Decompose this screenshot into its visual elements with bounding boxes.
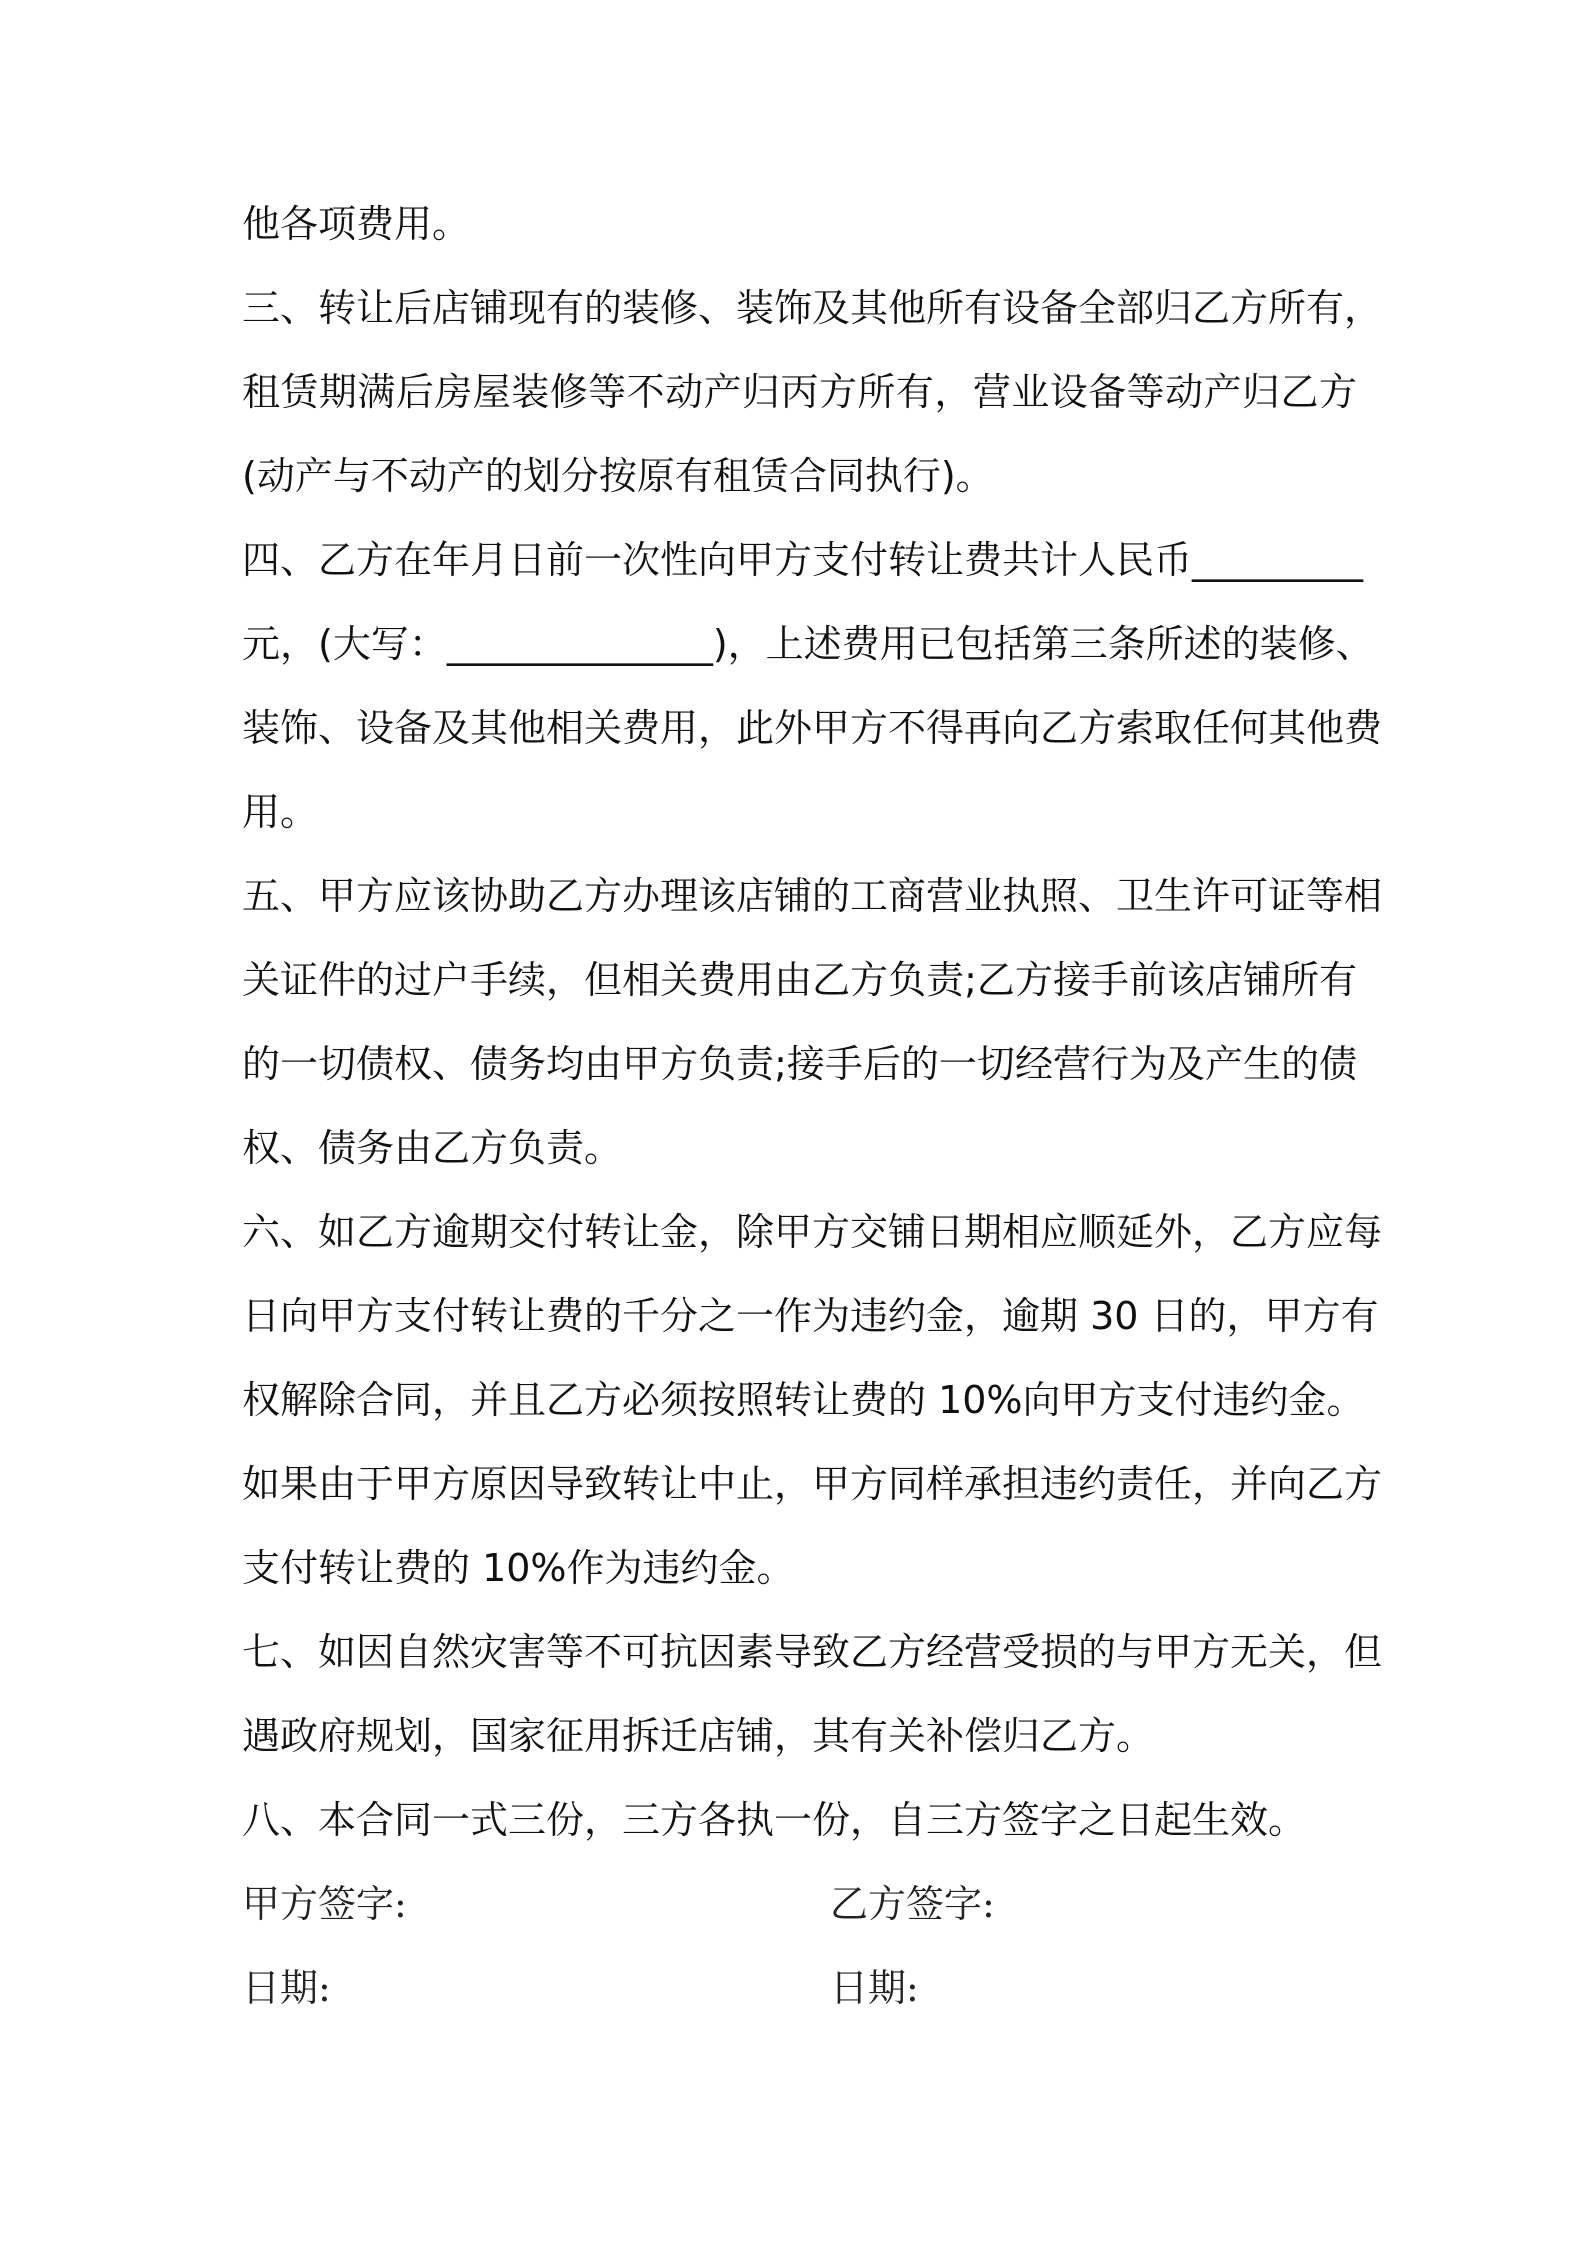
contract-line: 权、债务由乙方负责。	[242, 1126, 623, 1170]
signature-row	[242, 1862, 1357, 1946]
contract-body	[242, 182, 1383, 1862]
contract-line: 元，(大写：______________)，上述费用已包括第三条所述的装修、	[242, 622, 1374, 666]
contract-line: 四、乙方在年月日前一次性向甲方支付转让费共计人民币_________	[242, 538, 1364, 582]
contract-line: 权解除合同，并且乙方必须按照转让费的 10%向甲方支付违约金。	[242, 1378, 1365, 1422]
party-a-date-label: 日期:	[242, 1966, 331, 2010]
party-b-signature-label: 乙方签字:	[830, 1882, 995, 1926]
contract-line: 租赁期满后房屋装修等不动产归丙方所有，营业设备等动产归乙方	[242, 370, 1357, 414]
contract-line: 关证件的过户手续，但相关费用由乙方负责;乙方接手前该店铺所有	[242, 958, 1357, 1002]
contract-line: 五、甲方应该协助乙方办理该店铺的工商营业执照、卫生许可证等相	[242, 874, 1383, 918]
date-row	[242, 1946, 1357, 2030]
contract-line: 八、本合同一式三份，三方各执一份，自三方签字之日起生效。	[242, 1798, 1307, 1842]
party-b-date-label: 日期:	[830, 1966, 919, 2010]
party-a-signature-label: 甲方签字:	[242, 1882, 407, 1926]
contract-line: 支付转让费的 10%作为违约金。	[242, 1546, 795, 1590]
contract-line: 如果由于甲方原因导致转让中止，甲方同样承担违约责任，并向乙方	[242, 1462, 1383, 1506]
contract-line: 的一切债权、债务均由甲方负责;接手后的一切经营行为及产生的债	[242, 1042, 1357, 1086]
contract-line: 七、如因自然灾害等不可抗因素导致乙方经营受损的与甲方无关，但	[242, 1630, 1383, 1674]
contract-line: 用。	[242, 790, 319, 834]
contract-line: 装饰、设备及其他相关费用，此外甲方不得再向乙方索取任何其他费	[242, 706, 1383, 750]
contract-page	[242, 182, 1383, 2030]
contract-line: 三、转让后店铺现有的装修、装饰及其他所有设备全部归乙方所有，	[242, 286, 1383, 330]
contract-line: 遇政府规划，国家征用拆迁店铺，其有关补偿归乙方。	[242, 1714, 1155, 1758]
contract-line: 他各项费用。	[242, 202, 471, 246]
contract-line: 日向甲方支付转让费的千分之一作为违约金，逾期 30 日的，甲方有	[242, 1294, 1379, 1338]
contract-line: (动产与不动产的划分按原有租赁合同执行)。	[242, 454, 994, 498]
contract-line: 六、如乙方逾期交付转让金，除甲方交铺日期相应顺延外，乙方应每	[242, 1210, 1383, 1254]
